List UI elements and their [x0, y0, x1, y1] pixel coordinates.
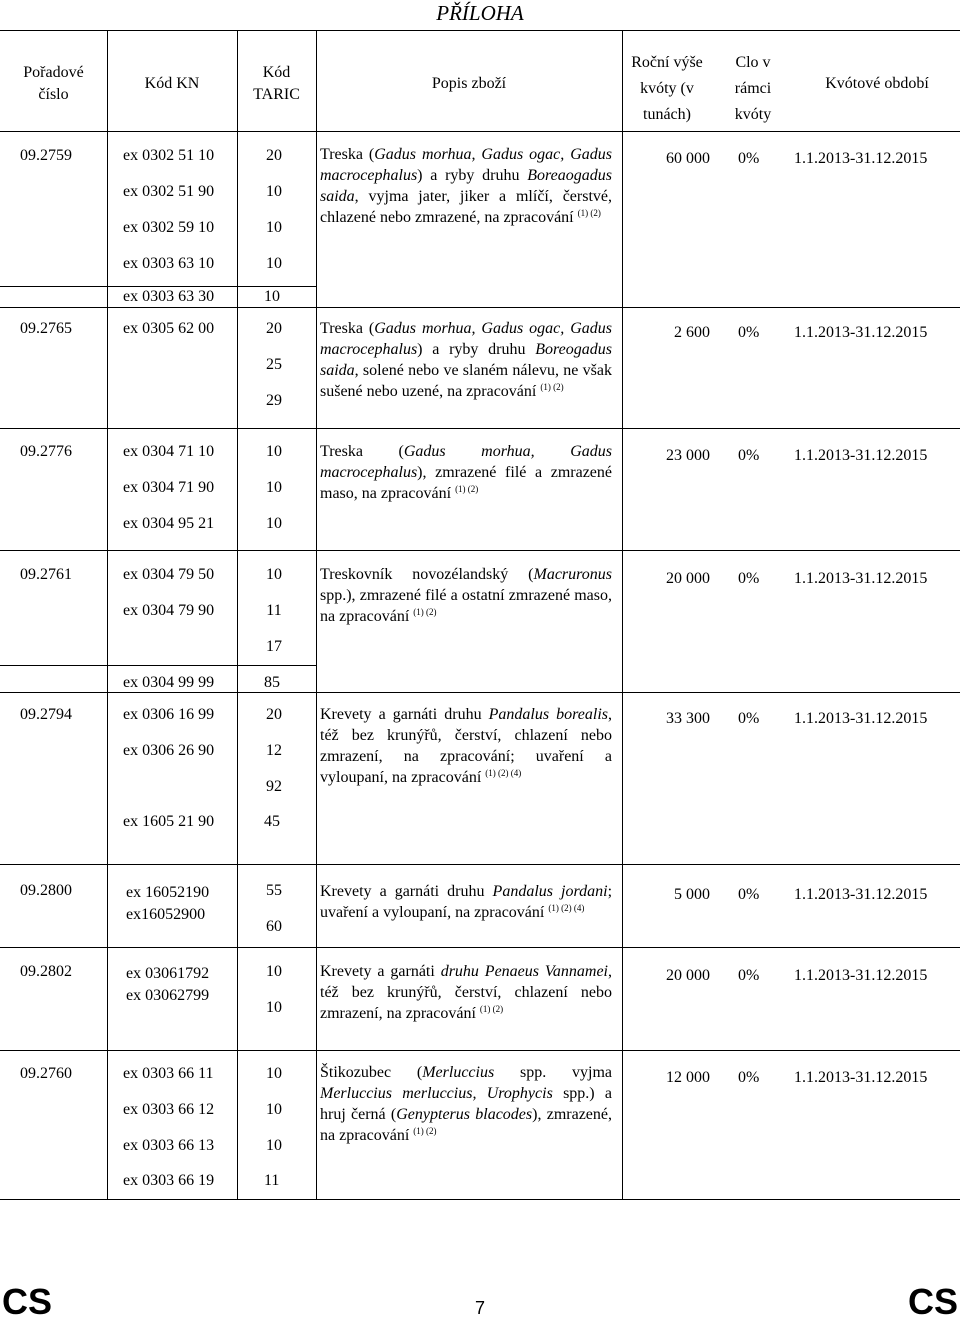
quota-duty: 0%	[738, 150, 760, 167]
page-number: 7	[474, 1298, 485, 1318]
footer-language-code-left: CS	[2, 1281, 53, 1322]
annual-quota: 20 000	[666, 967, 710, 984]
taric-code: 10	[266, 566, 282, 583]
taric-code: 17	[266, 638, 282, 655]
table-top-border	[0, 30, 960, 31]
taric-code: 10	[266, 999, 282, 1016]
taric-list	[254, 706, 294, 814]
quota-period: 1.1.2013-31.12.2015	[794, 570, 928, 587]
order-number: 09.2776	[20, 443, 72, 460]
taric-list	[254, 443, 294, 551]
footnote-ref: (1) (2)	[413, 607, 437, 617]
taric-code: 45	[264, 813, 280, 830]
order-number: 09.2760	[20, 1065, 72, 1082]
row-separator	[0, 428, 960, 429]
cn-code: ex 0305 62 00	[123, 320, 215, 337]
taric-code: 10	[266, 963, 282, 980]
row-separator	[0, 286, 316, 287]
taric-code: 85	[264, 674, 280, 691]
cn-code: ex16052900	[126, 906, 206, 923]
column-divider	[316, 30, 317, 1200]
taric-code: 12	[266, 742, 282, 759]
taric-code: 10	[266, 183, 282, 200]
annual-quota: 12 000	[666, 1069, 710, 1086]
cn-code: ex 0302 51 90	[123, 183, 215, 200]
goods-description: Treska (Gadus morhua, Gadus ogac, Gadus macrocephalus) a ryby druhu Boreaogadus saida, vyjma jater, jiker a mlíčí, čerstvé, chlazené nebo zmrazené, na zpracování $^{(1) (2)}$	[320, 146, 612, 226]
header-taric-code: Kód TARIC	[253, 64, 300, 103]
cn-code-list	[126, 882, 209, 926]
quota-duty: 0%	[738, 324, 760, 341]
cn-code: ex 0304 71 10	[123, 443, 215, 460]
header-description: Popis zboží	[431, 75, 507, 92]
annual-quota: 60 000	[666, 150, 710, 167]
cn-code: ex 0304 71 90	[123, 479, 215, 496]
row-separator	[0, 864, 960, 865]
quota-duty: 0%	[738, 967, 760, 984]
footer-language-code-right: CS	[907, 1281, 958, 1322]
cn-code: ex 0304 99 99	[123, 674, 215, 691]
cn-code: ex 0304 79 50	[123, 566, 215, 583]
goods-description: Treska (Gadus morhua, Gadus macrocephalus), zmrazené filé a zmrazené maso, na zpracování $^{(1) (2)}$	[320, 443, 612, 502]
quota-period: 1.1.2013-31.12.2015	[794, 1069, 928, 1086]
goods-description: Štikozubec (Merluccius spp. vyjma Merluccius merluccius, Urophycis spp.) a hruj černá (Genypterus blacodes), zmrazené, na zpracování $^{(1) (2)}$	[320, 1064, 613, 1144]
header-bottom-border	[0, 131, 960, 132]
footnote-ref: (1) (2)	[577, 208, 601, 218]
taric-code: 10	[266, 255, 282, 272]
cn-code: ex 16052190	[126, 884, 210, 901]
cn-code-list	[123, 147, 214, 291]
quota-period: 1.1.2013-31.12.2015	[794, 447, 928, 464]
quota-period: 1.1.2013-31.12.2015	[794, 150, 928, 167]
column-divider	[622, 30, 623, 1200]
cn-code: ex 03062799	[126, 987, 210, 1004]
taric-code: 25	[266, 356, 282, 373]
cn-code: ex 0306 16 99	[123, 706, 215, 723]
order-number: 09.2765	[20, 320, 72, 337]
footnote-ref: (1) (2)	[455, 484, 479, 494]
footnote-ref: (1) (2)	[413, 1126, 437, 1136]
page-header: PŘÍLOHA	[436, 1, 524, 25]
annual-quota: 20 000	[666, 570, 710, 587]
goods-description: Krevety a garnáti druhu Pandalus borealis, též bez krunýřů, čerství, chlazení nebo zmrazení, na zpracování; uvaření a vyloupaní, na zpracování $^{(1) (2) (4)}$	[320, 706, 612, 786]
taric-list	[254, 1065, 294, 1173]
taric-list	[254, 147, 294, 291]
taric-code: 10	[266, 515, 282, 532]
cn-code: ex 1605 21 90	[123, 813, 215, 830]
taric-code: 10	[266, 1065, 282, 1082]
taric-code: 20	[266, 320, 282, 337]
taric-code: 29	[266, 392, 282, 409]
row-separator	[0, 550, 960, 551]
header-duty: Clo v rámci kvóty	[734, 54, 772, 123]
quota-period: 1.1.2013-31.12.2015	[794, 886, 928, 903]
taric-code: 10	[264, 288, 280, 305]
row-separator	[0, 307, 960, 308]
cn-code: ex 0303 63 10	[123, 255, 215, 272]
quota-period: 1.1.2013-31.12.2015	[794, 710, 928, 727]
annual-quota: 5 000	[674, 886, 710, 903]
cn-code: ex 03061792	[126, 965, 210, 982]
taric-code: 10	[266, 443, 282, 460]
order-number: 09.2759	[20, 147, 72, 164]
goods-description: Krevety a garnáti druhu Penaeus Vannamei, též bez krunýřů, čerství, chlazení nebo zmrazení, na zpracování $^{(1) (2)}$	[320, 963, 612, 1022]
row-separator	[0, 692, 960, 693]
column-divider	[237, 30, 238, 1200]
cn-code-list	[126, 963, 209, 1007]
quota-duty: 0%	[738, 447, 760, 464]
table-bottom-border	[0, 1199, 960, 1200]
order-number: 09.2800	[20, 882, 72, 899]
taric-code: 60	[266, 918, 282, 935]
quota-duty: 0%	[738, 570, 760, 587]
footnote-ref: (1) (2) (4)	[548, 903, 585, 913]
header-quota-period: Kvótové období	[825, 75, 929, 92]
cn-code: ex 0303 66 12	[123, 1101, 215, 1118]
taric-list	[254, 882, 294, 954]
cn-code: ex 0303 66 13	[123, 1137, 215, 1154]
taric-code: 11	[266, 602, 282, 619]
footnote-ref: (1) (2)	[479, 1004, 504, 1014]
header-annual-quota: Roční výše kvóty (v tunách)	[631, 54, 703, 123]
cn-code: ex 0303 66 11	[123, 1065, 214, 1082]
row-separator	[0, 947, 960, 948]
taric-code: 55	[266, 882, 282, 899]
cn-code-list	[123, 1065, 214, 1173]
cn-code: ex 0306 26 90	[123, 742, 215, 759]
taric-code: 11	[264, 1172, 280, 1189]
footnote-ref: (1) (2)	[540, 382, 564, 392]
goods-description: Krevety a garnáti druhu Pandalus jordani; uvaření a vyloupaní, na zpracování $^{(1) (2) (4)}$	[320, 883, 613, 921]
header-order-number: Pořadové číslo	[23, 64, 84, 103]
taric-code: 10	[266, 1101, 282, 1118]
quota-duty: 0%	[738, 886, 760, 903]
quota-period: 1.1.2013-31.12.2015	[794, 967, 928, 984]
cn-code-list	[123, 443, 214, 551]
cn-code: ex 0303 66 19	[123, 1172, 215, 1189]
annual-quota: 2 600	[674, 324, 710, 341]
taric-list	[254, 320, 294, 428]
cn-code-list	[123, 566, 214, 638]
taric-code: 20	[266, 147, 282, 164]
taric-list	[254, 963, 294, 1035]
taric-code: 10	[266, 479, 282, 496]
quota-duty: 0%	[738, 1069, 760, 1086]
annual-quota: 33 300	[666, 710, 710, 727]
annual-quota: 23 000	[666, 447, 710, 464]
header-cn-code: Kód KN	[144, 75, 200, 92]
row-separator	[0, 665, 316, 666]
taric-code: 10	[266, 219, 282, 236]
cn-code: ex 0304 95 21	[123, 515, 215, 532]
quota-period: 1.1.2013-31.12.2015	[794, 324, 928, 341]
column-divider	[107, 30, 108, 1200]
taric-code: 92	[266, 778, 282, 795]
cn-code: ex 0303 63 30	[123, 288, 215, 305]
taric-list	[254, 566, 294, 674]
goods-description: Treskovník novozélandský (Macruronus spp.), zmrazené filé a ostatní zmrazené maso, na zpracování $^{(1) (2)}$	[320, 566, 612, 625]
cn-code: ex 0302 51 10	[123, 147, 215, 164]
order-number: 09.2802	[20, 963, 72, 980]
row-separator	[0, 1050, 960, 1051]
cn-code: ex 0302 59 10	[123, 219, 215, 236]
footnote-ref: (1) (2) (4)	[485, 768, 522, 778]
order-number: 09.2761	[20, 566, 72, 583]
cn-code-list	[123, 706, 214, 778]
cn-code-list	[123, 320, 214, 356]
quota-duty: 0%	[738, 710, 760, 727]
goods-description: Treska (Gadus morhua, Gadus ogac, Gadus macrocephalus) a ryby druhu Boreogadus saida, solené nebo ve slaném nálevu, ne však sušené nebo uzené, na zpracování $^{(1) (2)}$	[320, 320, 612, 400]
order-number: 09.2794	[20, 706, 72, 723]
taric-code: 20	[266, 706, 282, 723]
taric-code: 10	[266, 1137, 282, 1154]
cn-code: ex 0304 79 90	[123, 602, 215, 619]
